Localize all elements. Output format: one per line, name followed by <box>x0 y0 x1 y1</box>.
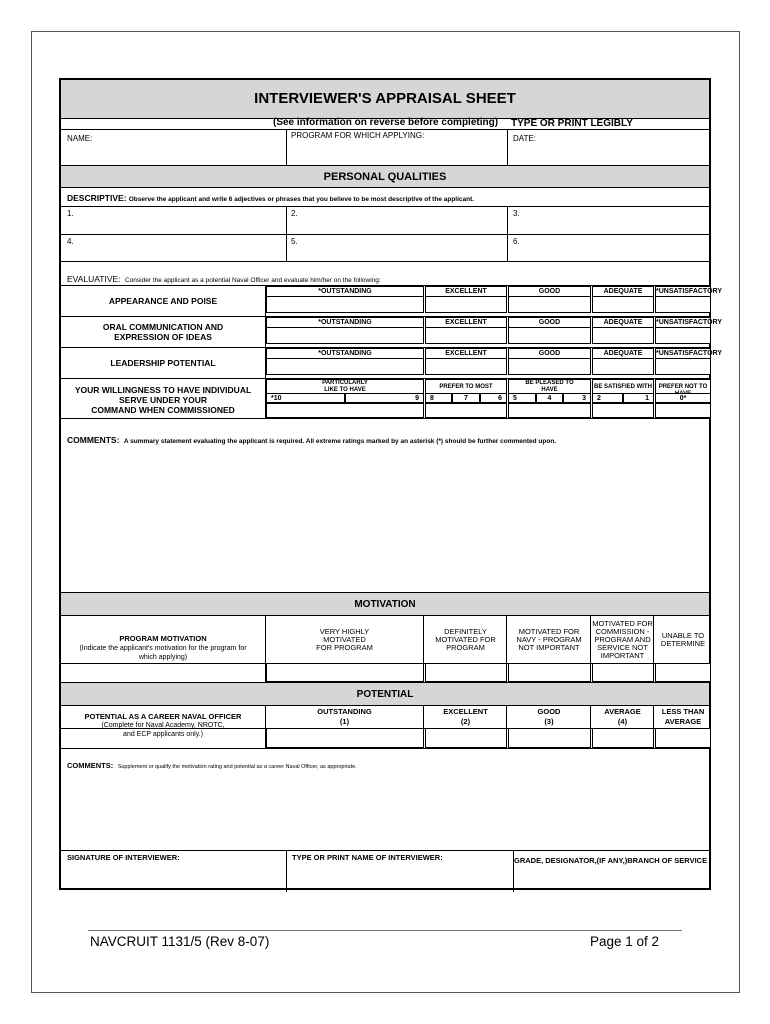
rating-checkbox-leadership-excellent[interactable] <box>425 358 507 375</box>
program-motivation-note-2: which applying) <box>138 654 188 661</box>
rating-checkbox-oral-communication-good[interactable] <box>508 327 591 344</box>
willingness-score-5[interactable]: 5 <box>508 393 536 403</box>
rating-header-good: GOOD <box>508 348 591 359</box>
evaluative-instruction: EVALUATIVE: Consider the applicant as a potential Naval Officer and evaluate him/her on the following: <box>67 274 381 284</box>
program-field[interactable] <box>286 129 507 165</box>
trait-expression-label: EXPRESSION OF IDEAS <box>114 332 212 342</box>
rating-header-adequate: ADEQUATE <box>592 348 654 359</box>
grade-field[interactable] <box>513 850 711 890</box>
motivation-option-5: UNABLE TO DETERMINE <box>660 630 706 648</box>
rating-header-unsatisfactory: *UNSATISFACTORY <box>656 288 722 295</box>
rating-checkbox-oral-communication-excellent[interactable] <box>425 327 507 344</box>
descriptive-slot-4[interactable]: 4. <box>67 237 74 246</box>
willingness-checkbox-3[interactable] <box>508 403 591 418</box>
rating-header-unsatisfactory: *UNSATISFACTORY <box>656 350 722 357</box>
rating-checkbox-oral-communication-outstanding[interactable] <box>266 327 424 344</box>
willingness-header-1: PARTICULARLY LIKE TO HAVE <box>266 379 424 394</box>
willingness-label-line3: COMMAND WHEN COMMISSIONED <box>91 405 235 415</box>
rating-checkbox-leadership-unsatisfactory[interactable] <box>655 358 711 375</box>
comments-field[interactable] <box>61 442 709 592</box>
descriptive-slot-3[interactable]: 3. <box>513 209 520 218</box>
potential-option-good: GOOD (3) <box>508 706 591 728</box>
footer-rule <box>88 930 682 931</box>
rating-header-good: GOOD <box>508 286 591 297</box>
descriptive-instruction: DESCRIPTIVE: Observe the applicant and write 6 adjectives or phrases that you believe to be most descriptive of the applicant. <box>67 193 475 203</box>
signature-field[interactable] <box>61 850 286 890</box>
potential-option-outstanding: OUTSTANDING (1) <box>266 706 424 728</box>
rating-header-excellent: EXCELLENT <box>425 317 507 328</box>
willingness-score-10[interactable]: *10 <box>266 393 345 403</box>
willingness-header-2: PREFER TO MOST <box>425 379 507 394</box>
willingness-checkbox-1[interactable] <box>266 403 424 418</box>
motivation-checkbox-1[interactable] <box>266 663 424 682</box>
motivation-checkbox-4[interactable] <box>592 663 654 682</box>
potential-option-average: AVERAGE (4) <box>592 706 654 728</box>
trait-leadership-label: LEADERSHIP POTENTIAL <box>110 358 216 368</box>
willingness-checkbox-5[interactable] <box>655 403 711 418</box>
willingness-checkbox-2[interactable] <box>425 403 507 418</box>
rating-checkbox-leadership-good[interactable] <box>508 358 591 375</box>
potential-heading: POTENTIAL <box>356 689 414 700</box>
comments2-field[interactable] <box>61 766 709 850</box>
willingness-score-4[interactable]: 4 <box>536 393 564 403</box>
willingness-score-8[interactable]: 8 <box>425 393 452 403</box>
willingness-checkbox-4[interactable] <box>592 403 654 418</box>
form-number: NAVCRUIT 1131/5 (Rev 8-07) <box>90 934 270 949</box>
potential-band <box>61 682 709 706</box>
potential-checkbox-3[interactable] <box>508 728 591 748</box>
rating-header-adequate: ADEQUATE <box>592 286 654 297</box>
descriptive-slot-6[interactable]: 6. <box>513 237 520 246</box>
motivation-checkbox-5[interactable] <box>655 663 711 682</box>
potential-note-2: and ECP applicants only.) <box>123 731 203 738</box>
potential-option-excellent: EXCELLENT (2) <box>425 706 507 728</box>
appraisal-form <box>59 78 722 890</box>
program-motivation-note-1: (Indicate the applicant's motivation for the program for <box>79 645 247 652</box>
rating-checkbox-leadership-outstanding[interactable] <box>266 358 424 375</box>
motivation-checkbox-3[interactable] <box>508 663 591 682</box>
name-field-label: NAME: <box>67 134 93 143</box>
potential-checkbox-1[interactable] <box>266 728 424 748</box>
willingness-score-9[interactable]: 9 <box>345 393 424 403</box>
comments2-instruction: COMMENTS: Supplement or qualify the motivation rating and potential as a career Naval Officer, as appropriate. <box>67 761 357 770</box>
comments-instruction: COMMENTS: A summary statement evaluating the applicant is required. All extreme ratings marked by an asterisk (*) should be further commented upon. <box>67 435 557 445</box>
rating-checkbox-appearance-excellent[interactable] <box>425 296 507 313</box>
motivation-option-4: MOTIVATED FOR COMMISSION - PROGRAM AND SERVICE NOT IMPORTANT <box>592 616 654 663</box>
willingness-score-6[interactable]: 6 <box>480 393 507 403</box>
name-field[interactable] <box>61 129 286 165</box>
potential-note-1: (Complete for Naval Academy, NROTC, <box>101 722 225 729</box>
personal-qualities-band <box>61 165 709 188</box>
willingness-header-3: BE PLEASED TO HAVE <box>508 379 591 394</box>
willingness-score-7[interactable]: 7 <box>452 393 479 403</box>
motivation-option-1: VERY HIGHLY MOTIVATED FOR PROGRAM <box>266 616 424 663</box>
rating-header-outstanding: *OUTSTANDING <box>266 286 424 297</box>
willingness-header-5: PREFER NOT TO <box>655 379 711 394</box>
motivation-checkbox-2[interactable] <box>425 663 507 682</box>
personal-qualities-heading: PERSONAL QUALITIES <box>323 171 447 183</box>
program-field-label: PROGRAM FOR WHICH APPLYING: <box>291 131 425 140</box>
descriptive-slot-5[interactable]: 5. <box>291 237 298 246</box>
rating-header-unsatisfactory: *UNSATISFACTORY <box>656 319 722 326</box>
willingness-header-4: BE SATISFIED WITH <box>592 379 654 394</box>
date-field[interactable] <box>507 129 713 165</box>
rating-header-excellent: EXCELLENT <box>425 348 507 359</box>
type-legibly-note: TYPE OR PRINT LEGIBLY <box>511 118 633 129</box>
rating-header-outstanding: *OUTSTANDING <box>266 348 424 359</box>
potential-option-less-than-average: LESS THAN AVERAGE <box>661 707 705 726</box>
page-number: Page 1 of 2 <box>590 934 660 949</box>
rating-header-good: GOOD <box>508 317 591 328</box>
rating-checkbox-appearance-good[interactable] <box>508 296 591 313</box>
motivation-option-3: MOTIVATED FOR NAVY - PROGRAM NOT IMPORTANT <box>508 616 591 663</box>
potential-checkbox-2[interactable] <box>425 728 507 748</box>
trait-oral-communication-label: ORAL COMMUNICATION AND <box>102 322 224 332</box>
program-motivation-label: PROGRAM MOTIVATION <box>119 634 207 643</box>
willingness-score-2[interactable]: 2 <box>592 393 623 403</box>
title-band <box>61 80 709 119</box>
willingness-label-line2: SERVE UNDER YOUR <box>118 395 207 405</box>
motivation-option-2: DEFINITELY MOTIVATED FOR PROGRAM <box>425 616 507 663</box>
page-title: INTERVIEWER'S APPRAISAL SHEET <box>254 90 516 107</box>
potential-career-label: POTENTIAL AS A CAREER NAVAL OFFICER <box>84 712 242 721</box>
signature-label: SIGNATURE OF INTERVIEWER: <box>67 853 180 862</box>
willingness-score-1[interactable]: 1 <box>623 393 654 403</box>
motivation-heading: MOTIVATION <box>354 599 416 610</box>
subtitle-note: (See information on reverse before completing) <box>273 117 499 128</box>
printed-name-label: TYPE OR PRINT NAME OF INTERVIEWER: <box>292 853 443 862</box>
rating-checkbox-appearance-outstanding[interactable] <box>266 296 424 313</box>
descriptive-slot-1[interactable]: 1. <box>67 209 74 218</box>
rating-checkbox-oral-communication-adequate[interactable] <box>592 327 654 344</box>
rating-checkbox-appearance-unsatisfactory[interactable] <box>655 296 711 313</box>
printed-name-field[interactable] <box>286 850 513 890</box>
rating-checkbox-oral-communication-unsatisfactory[interactable] <box>655 327 711 344</box>
rating-header-excellent: EXCELLENT <box>425 286 507 297</box>
rating-checkbox-leadership-adequate[interactable] <box>592 358 654 375</box>
descriptive-slot-2[interactable]: 2. <box>291 209 298 218</box>
grade-designator-label: GRADE, DESIGNATOR,(IF ANY,)BRANCH OF SERVICE <box>514 856 708 865</box>
willingness-score-0[interactable]: 0* <box>655 393 711 403</box>
willingness-label-line1: YOUR WILLINGNESS TO HAVE INDIVIDUAL <box>74 385 252 395</box>
potential-checkbox-5[interactable] <box>655 728 711 748</box>
rating-checkbox-appearance-adequate[interactable] <box>592 296 654 313</box>
rating-header-adequate: ADEQUATE <box>592 317 654 328</box>
trait-appearance-label: APPEARANCE AND POISE <box>108 296 218 306</box>
willingness-score-3[interactable]: 3 <box>563 393 591 403</box>
motivation-band <box>61 592 709 616</box>
date-field-label: DATE: <box>513 134 536 143</box>
rating-header-outstanding: *OUTSTANDING <box>266 317 424 328</box>
potential-checkbox-4[interactable] <box>592 728 654 748</box>
